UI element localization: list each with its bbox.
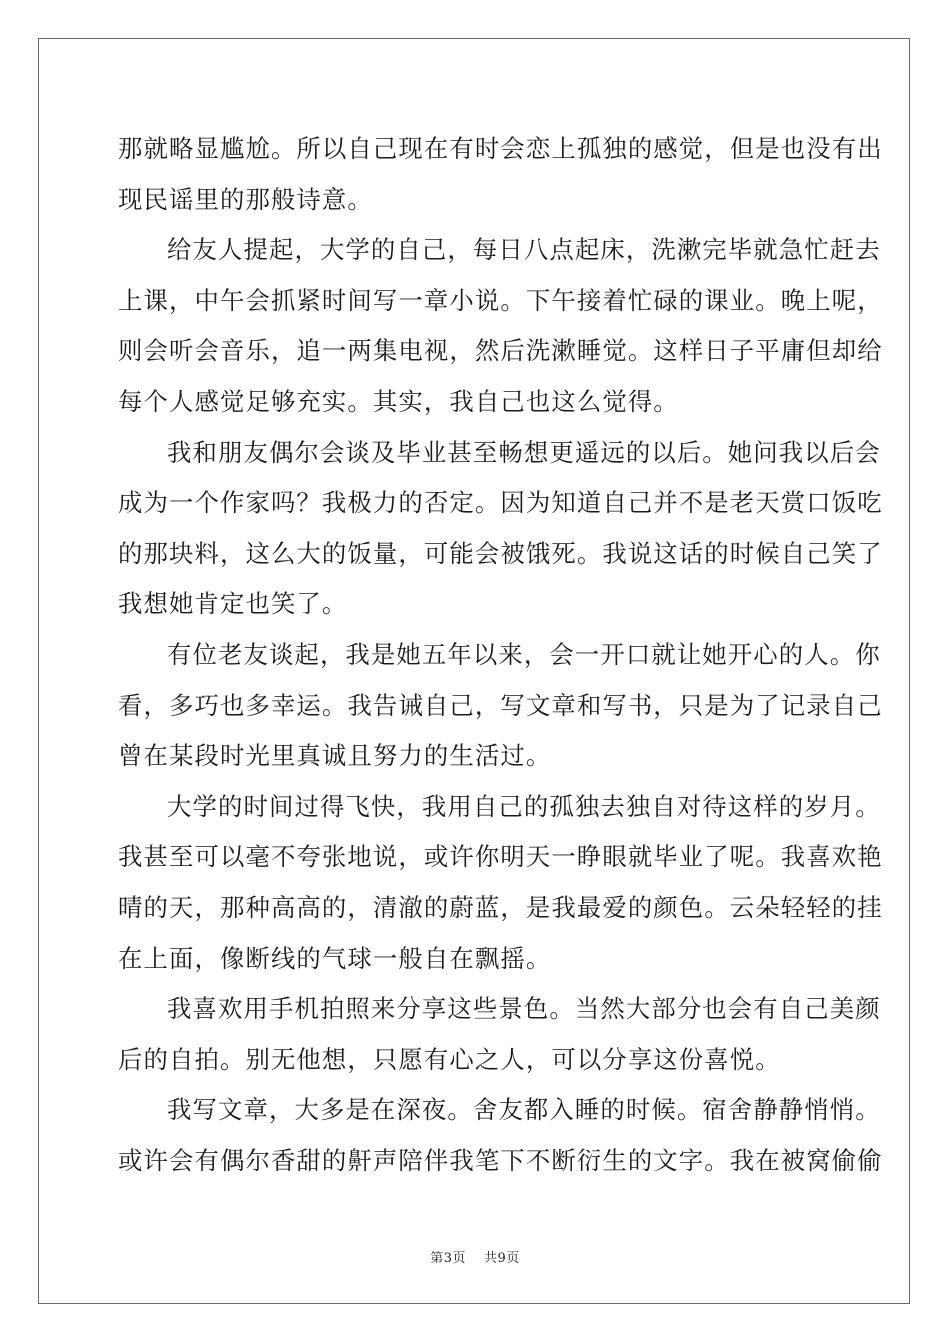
text-line: 那就略显尴尬。所以自己现在有时会恋上孤独的感觉，但是也没有出 [118, 134, 883, 163]
text-line: 我甚至可以毫不夸张地说，或许你明天一睁眼就毕业了呢。我喜欢艳 [118, 842, 883, 872]
text-line: 给友人提起，大学的自己，每日八点起床，洗漱完毕就急忙赶去 [167, 235, 881, 265]
text-line: 我喜欢用手机拍照来分享这些景色。当然大部分也会有自己美颜 [167, 994, 881, 1024]
page-number-total: 共9页 [484, 1251, 520, 1266]
text-line: 我想她肯定也笑了。 [118, 589, 348, 619]
page-footer [0, 1247, 950, 1266]
text-line: 则会听会音乐，追一两集电视，然后洗漱睡觉。这样日子平庸但却给 [118, 336, 883, 366]
paragraph [118, 782, 883, 984]
text-line: 成为一个作家吗？我极力的否定。因为知道自己并不是老天赏口饭吃 [118, 488, 883, 518]
paragraph [118, 225, 883, 427]
paragraph [118, 630, 883, 782]
text-line: 的那块料，这么大的饭量，可能会被饿死。我说这话的时候自己笑了 [118, 538, 883, 568]
text-line: 曾在某段时光里真诚且努力的生活过。 [118, 741, 552, 771]
text-line: 上课，中午会抓紧时间写一章小说。下午接着忙碌的课业。晚上呢， [118, 285, 883, 315]
text-line: 或许会有偶尔香甜的鼾声陪伴我笔下不断衍生的文字。我在被窝偷偷 [118, 1145, 883, 1175]
text-line: 大学的时间过得飞快，我用自己的孤独去独自对待这样的岁月。 [167, 791, 881, 821]
document-body [118, 124, 883, 1186]
text-line: 看，多巧也多幸运。我告诫自己，写文章和写书，只是为了记录自己 [118, 690, 883, 720]
paragraph [118, 1085, 883, 1186]
text-line: 后的自拍。别无他想，只愿有心之人，可以分享这份喜悦。 [118, 1044, 781, 1074]
text-line: 晴的天，那种高高的，清澈的蔚蓝，是我最爱的颜色。云朵轻轻的挂 [118, 892, 883, 922]
text-line: 每个人感觉足够充实。其实，我自己也这么觉得。 [118, 386, 679, 416]
text-line: 现民谣里的那般诗意。 [118, 184, 373, 214]
text-line: 我写文章，大多是在深夜。舍友都入睡的时候。宿舍静静悄悄。 [167, 1095, 881, 1125]
text-line: 在上面，像断线的气球一般自在飘摇。 [118, 943, 552, 973]
text-line: 有位老友谈起，我是她五年以来，会一开口就让她开心的人。你 [167, 639, 881, 669]
paragraph [118, 124, 883, 225]
paragraph [118, 984, 881, 1085]
text-line: 我和朋友偶尔会谈及毕业甚至畅想更遥远的以后。她问我以后会 [167, 437, 881, 467]
paragraph [118, 428, 883, 630]
page-number-current: 第3页 [430, 1251, 466, 1266]
